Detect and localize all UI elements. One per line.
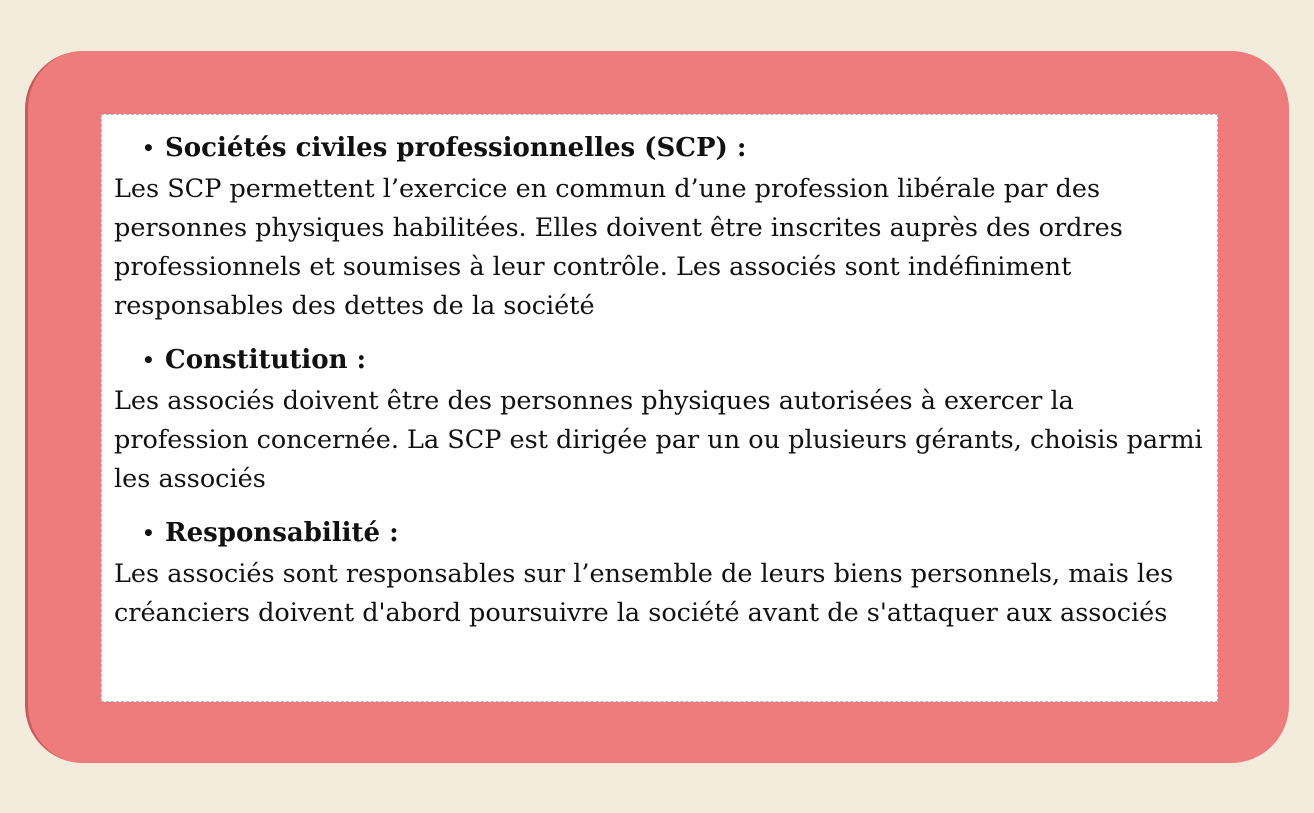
heading-text: Sociétés civiles professionnelles (SCP) : [165,133,747,163]
section-responsabilite [114,514,1217,633]
section-body: Les associés doivent être des personnes physiques autorisées à exercer la profession concernée. La SCP est dirigée par un ou plusieurs gérants, choisis parmi les associés [114,386,1203,494]
heading-text: Responsabilité : [165,518,399,548]
section-constitution [114,341,1217,499]
section-heading [114,129,1217,167]
bullet-icon: • [142,521,155,545]
content-panel [101,114,1218,702]
heading-text: Constitution : [165,345,367,375]
bullet-icon: • [142,136,155,160]
section-scp [114,129,1217,326]
section-heading [114,514,1217,552]
section-body: Les associés sont responsables sur l’ensemble de leurs biens personnels, mais les créanciers doivent d'abord poursuivre la société avant de s'attaquer aux associés [114,559,1174,628]
bullet-icon: • [142,348,155,372]
section-heading [114,341,1217,379]
section-body: Les SCP permettent l’exercice en commun d’une profession libérale par des personnes physiques habilitées. Elles doivent être inscrites auprès des ordres professionnels et soumises à leur contrôle. Les associés sont indéfiniment responsables des dettes de la société [114,174,1123,321]
